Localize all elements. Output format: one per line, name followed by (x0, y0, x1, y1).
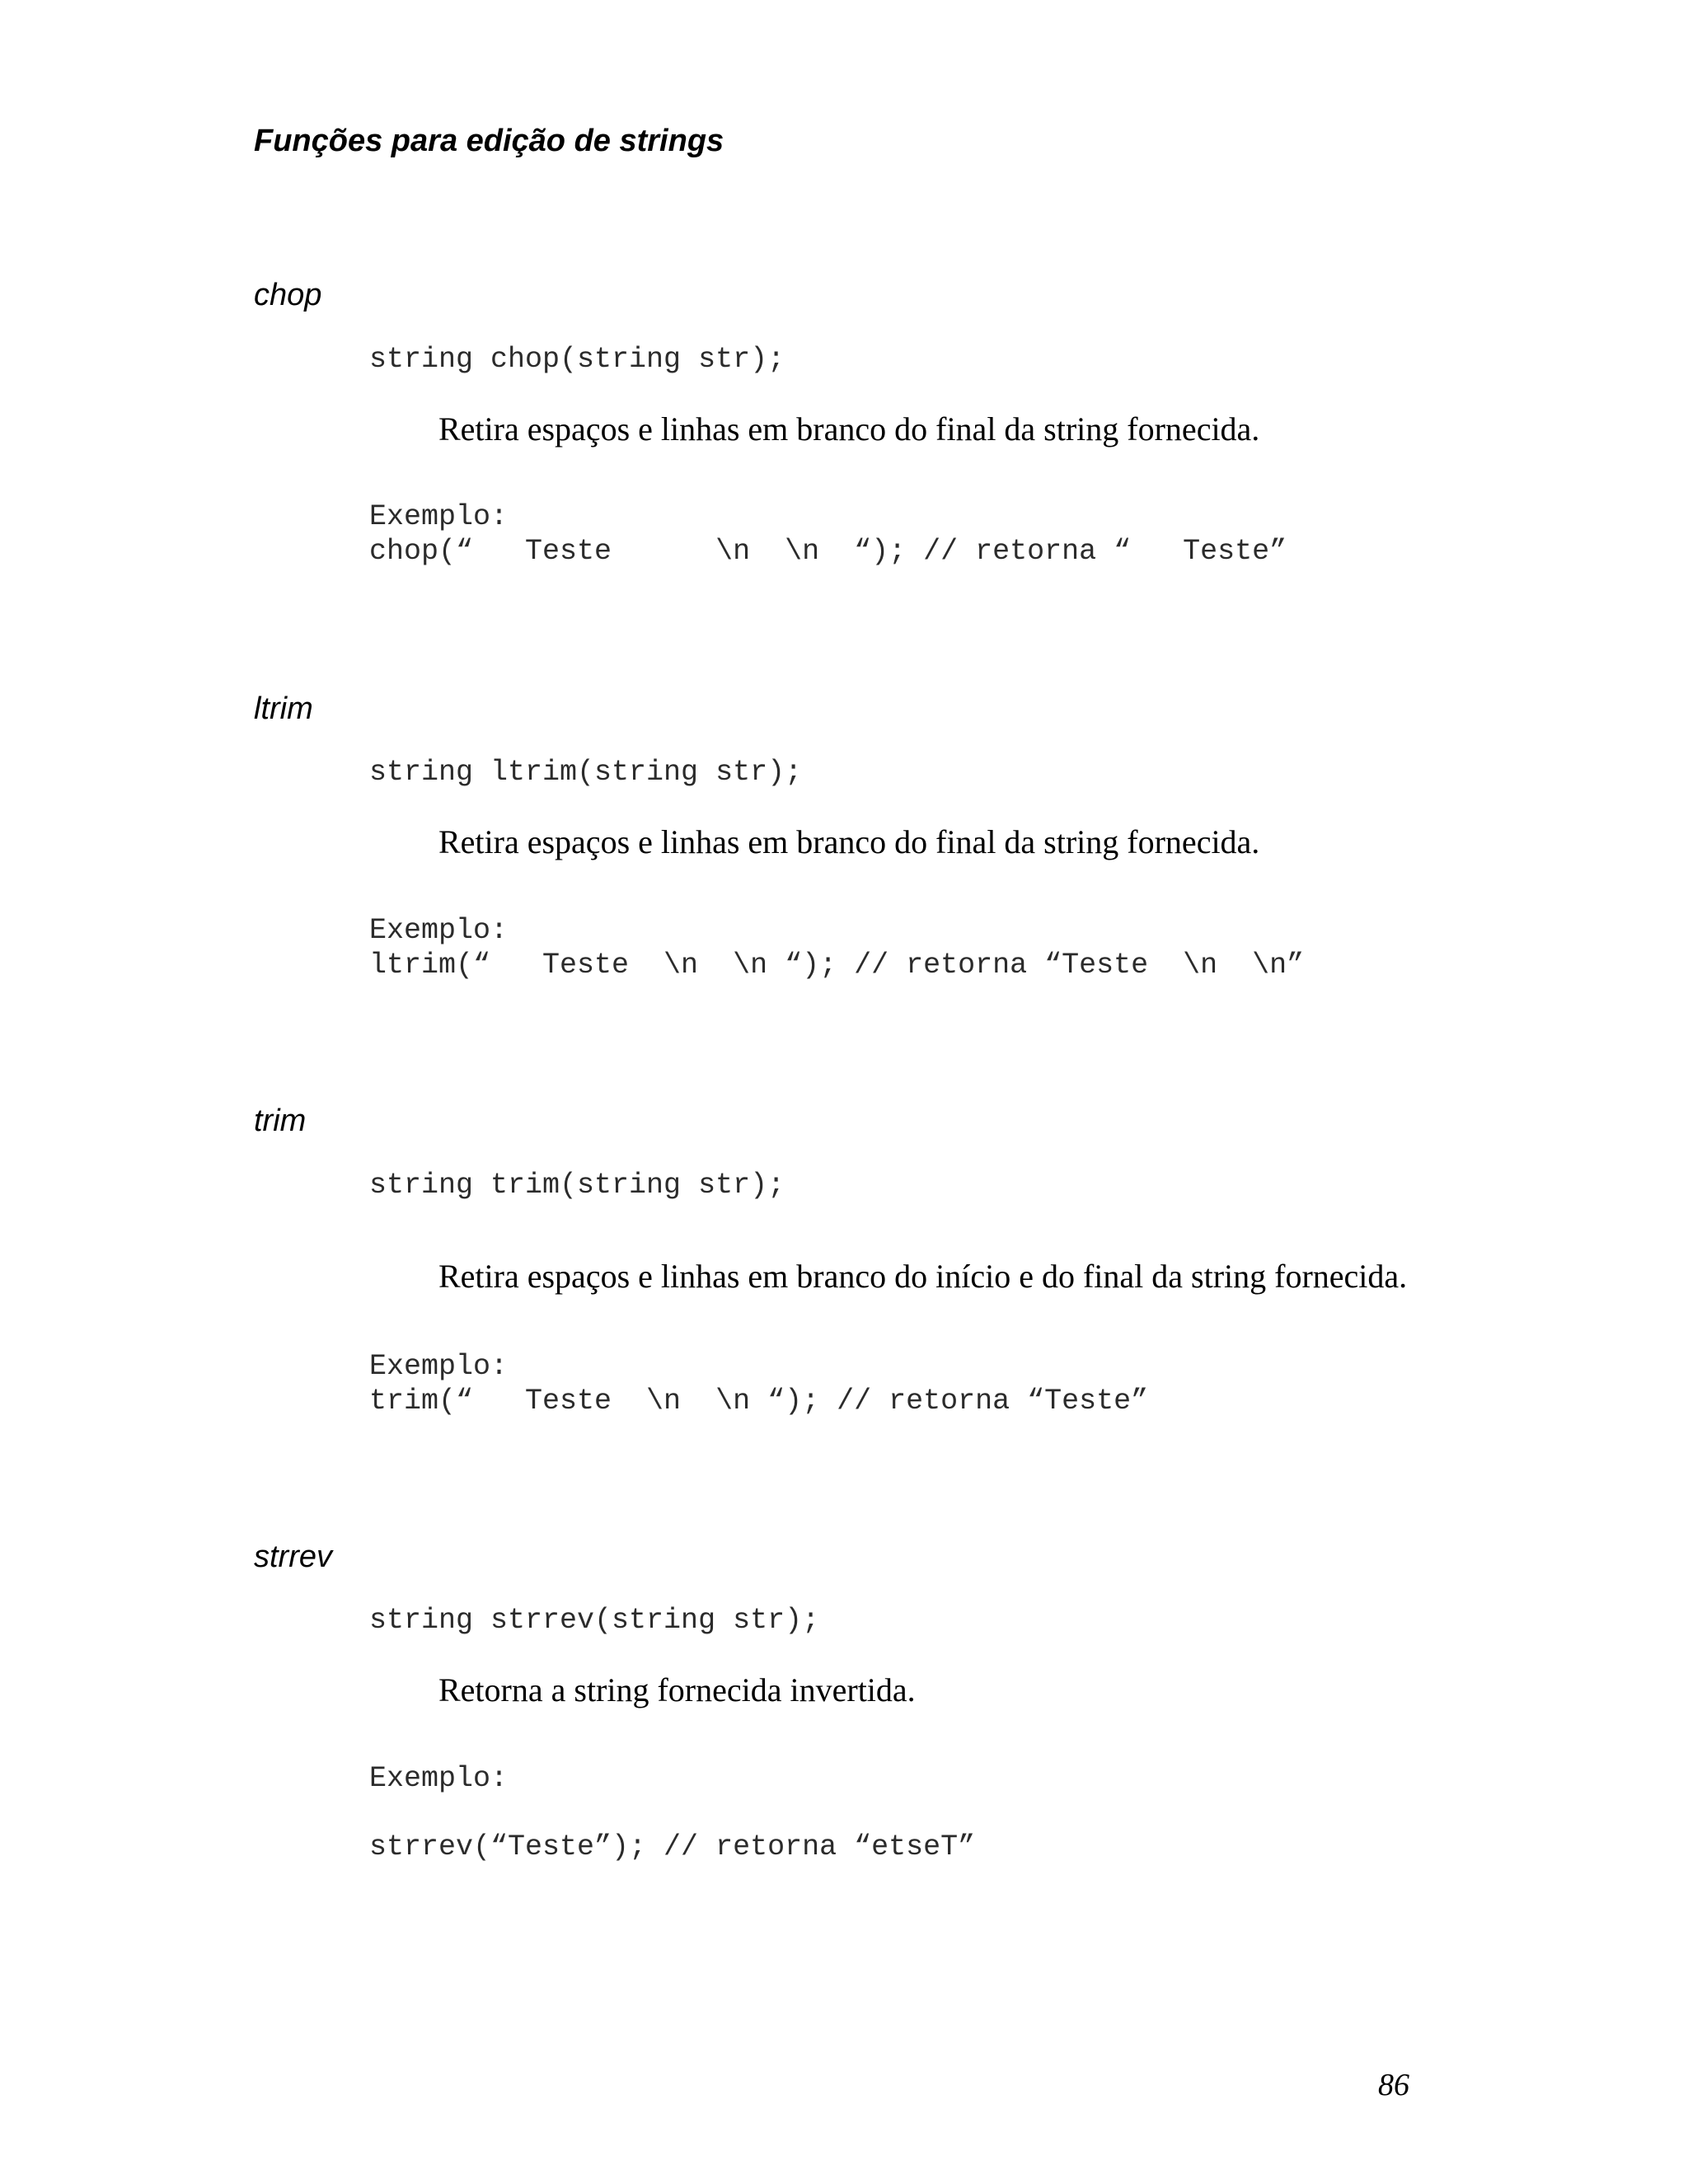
page-number: 86 (1378, 2068, 1409, 2102)
function-name-ltrim: ltrim (254, 691, 313, 726)
signature-strrev: string strrev(string str); (369, 1604, 820, 1637)
example-label-ltrim: Exemplo: (369, 914, 509, 947)
signature-ltrim: string ltrim(string str); (369, 756, 803, 789)
page-title: Funções para edição de strings (254, 124, 724, 158)
description-chop: Retira espaços e linhas em branco do final da string fornecida. (438, 410, 1260, 448)
example-code-chop: chop(“ Teste \n \n “); // retorna “ Teste” (369, 535, 1287, 568)
description-strrev: Retorna a string fornecida invertida. (438, 1671, 916, 1708)
example-code-trim: trim(“ Teste \n \n “); // retorna “Teste” (369, 1385, 1149, 1418)
description-trim: Retira espaços e linhas em branco do início e do final da string fornecida. (438, 1258, 1408, 1295)
function-name-chop: chop (254, 278, 322, 312)
signature-trim: string trim(string str); (369, 1169, 785, 1202)
example-code-ltrim: ltrim(“ Teste \n \n “); // retorna “Teste \n \n” (369, 949, 1305, 982)
example-label-strrev: Exemplo: (369, 1762, 509, 1795)
example-label-chop: Exemplo: (369, 500, 509, 533)
function-name-strrev: strrev (254, 1540, 332, 1574)
function-name-trim: trim (254, 1104, 307, 1138)
example-label-trim: Exemplo: (369, 1350, 509, 1383)
description-ltrim: Retira espaços e linhas em branco do final da string fornecida. (438, 823, 1260, 860)
example-code-strrev: strrev(“Teste”); // retorna “etseT” (369, 1830, 976, 1863)
signature-chop: string chop(string str); (369, 343, 785, 376)
